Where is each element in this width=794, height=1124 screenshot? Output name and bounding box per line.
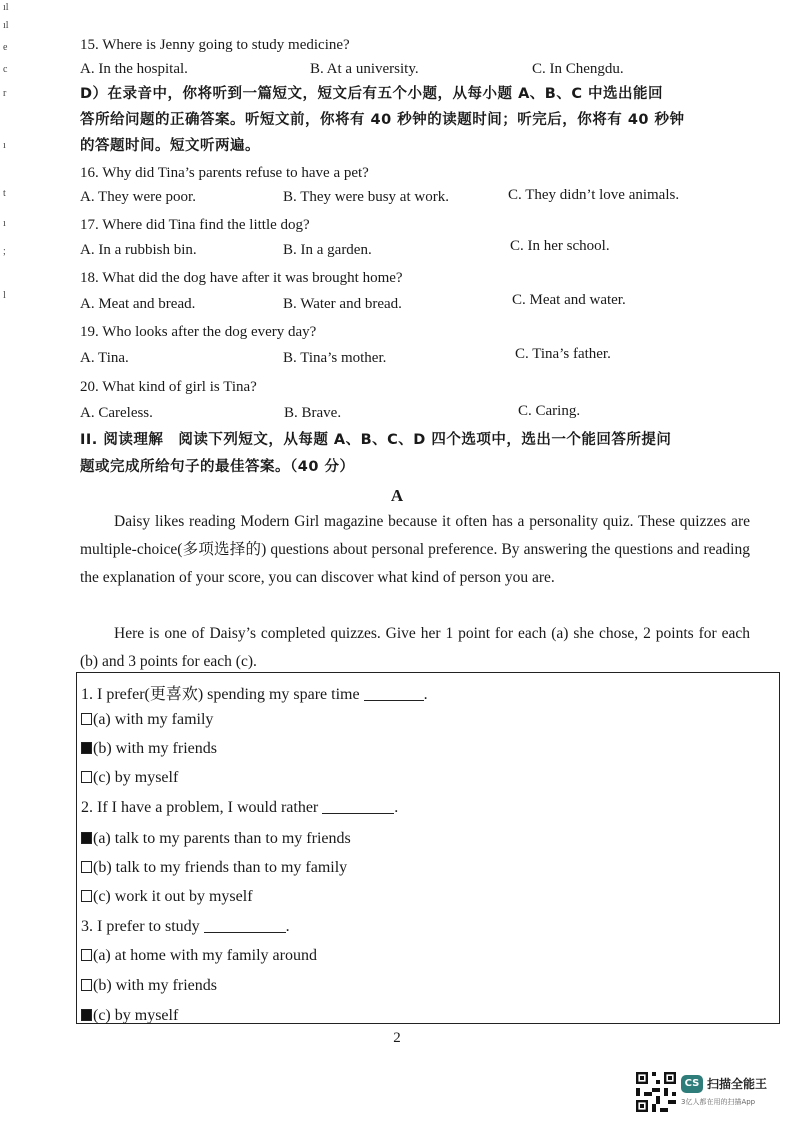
quiz-option-label: (a) at home with my family around [93, 947, 317, 964]
option-a: A. In the hospital. [80, 61, 188, 77]
option-a: A. Tina. [80, 350, 129, 366]
quiz-question-1: 1. I prefer(更喜欢) spending my spare time . [81, 686, 428, 703]
section-d-line3: 的答题时间。短文听两遍。 [80, 138, 260, 154]
option-a: A. Meat and bread. [80, 296, 196, 312]
quiz-option-label: (b) with my friends [93, 977, 217, 994]
section-d-line1: D）在录音中，你将听到一篇短文，短文后有五个小题，从每小题 A、B、C 中选出能回 [80, 86, 664, 102]
checkbox-icon[interactable] [81, 979, 92, 991]
checkbox-icon[interactable] [81, 713, 92, 725]
question-16: 16. Why did Tina’s parents refuse to have a pet? [80, 165, 369, 181]
scanner-app-name: 扫描全能王 [707, 1077, 768, 1091]
option-a: A. They were poor. [80, 189, 196, 205]
section-2-line2: 题或完成所给句子的最佳答案。（40 分） [80, 459, 355, 475]
passage-paragraph-2: Here is one of Daisy’s completed quizzes. Give her 1 point for each (a) she chose, 2 points for each (b) and 3 points for each (c). [80, 625, 750, 670]
option-a: A. In a rubbish bin. [80, 242, 197, 258]
quiz-option-label: (b) with my friends [93, 740, 217, 757]
checkbox-icon[interactable] [81, 832, 92, 844]
section-2-line1: II. 阅读理解 阅读下列短文，从每题 A、B、C、D 四个选项中，选出一个能回答所提问 [80, 432, 672, 448]
quiz-option-label: (c) by myself [93, 769, 179, 786]
option-c: C. In Chengdu. [532, 61, 624, 77]
quiz-option [81, 859, 347, 877]
quiz-option [81, 947, 317, 965]
margin-mark: r [3, 88, 7, 99]
option-b: B. Tina’s mother. [283, 350, 387, 366]
option-c: C. In her school. [510, 238, 610, 254]
section-d-line2: 答所给问题的正确答案。听短文前，你将有 40 秒钟的读题时间；听完后，你将有 40 秒钟 [80, 112, 685, 128]
quiz-option [81, 977, 217, 995]
option-c: C. Meat and water. [512, 292, 626, 308]
checkbox-icon[interactable] [81, 1009, 92, 1021]
options-18 [80, 292, 780, 318]
margin-mark: t [3, 188, 6, 199]
quiz-question-2: 2. If I have a problem, I would rather . [81, 799, 399, 816]
passage-paragraph-1: Daisy likes reading Modern Girl magazine because it often has a personality quiz. These quizzes are multiple-choice(多项选择的) questions about personal preference. By answering the questions and reading the explanation of your score, you can discover what kind of person you are. [80, 513, 750, 586]
margin-mark: ıl [3, 2, 9, 13]
options-20 [80, 405, 780, 427]
option-b: B. At a university. [310, 61, 419, 77]
quiz-option [81, 769, 178, 787]
options-15 [80, 61, 780, 83]
answer-blank [322, 799, 394, 814]
quiz-option [81, 740, 217, 758]
quiz-option-label: (a) with my family [93, 711, 214, 728]
options-19 [80, 346, 780, 372]
option-c: C. Tina’s father. [515, 346, 611, 362]
checkbox-icon[interactable] [81, 742, 92, 754]
quiz-question-3: 3. I prefer to study . [81, 918, 290, 935]
quiz-option [81, 711, 213, 729]
quiz-option [81, 888, 253, 906]
options-16 [80, 189, 780, 211]
quiz-option-label: (b) talk to my friends than to my family [93, 859, 348, 876]
option-b: B. Water and bread. [283, 296, 402, 312]
quiz-question-text: 2. If I have a problem, I would rather [81, 799, 319, 816]
checkbox-icon[interactable] [81, 861, 92, 873]
answer-blank [204, 918, 286, 933]
option-b: B. They were busy at work. [283, 189, 449, 205]
question-20: 20. What kind of girl is Tina? [80, 379, 257, 395]
checkbox-icon[interactable] [81, 771, 92, 783]
margin-mark: ı [3, 140, 6, 151]
option-c: C. Caring. [518, 403, 581, 419]
scanner-tagline: 3亿人都在用的扫描App [681, 1098, 756, 1106]
margin-mark: e [3, 42, 8, 53]
answer-blank [364, 686, 424, 701]
quiz-option-label: (c) by myself [93, 1007, 179, 1024]
quiz-box [76, 672, 780, 1024]
checkbox-icon[interactable] [81, 890, 92, 902]
passage-heading: A [390, 486, 404, 505]
quiz-option [81, 830, 351, 848]
question-17: 17. Where did Tina find the little dog? [80, 217, 310, 233]
option-a: A. Careless. [80, 405, 153, 421]
qr-code-icon [636, 1072, 676, 1112]
margin-mark: ; [3, 246, 6, 257]
question-19: 19. Who looks after the dog every day? [80, 324, 317, 340]
camscanner-logo: CS [681, 1075, 703, 1093]
margin-mark: ıl [3, 20, 9, 31]
quiz-option-label: (c) work it out by myself [93, 888, 253, 905]
page-number: 2 [393, 1030, 401, 1046]
option-b: B. In a garden. [283, 242, 372, 258]
quiz-option [81, 1007, 178, 1025]
option-b: B. Brave. [284, 405, 342, 421]
quiz-question-text: 3. I prefer to study [81, 918, 200, 935]
margin-mark: c [3, 64, 8, 75]
question-15: 15. Where is Jenny going to study medicine? [80, 37, 350, 53]
question-18: 18. What did the dog have after it was brought home? [80, 270, 403, 286]
quiz-question-text: 1. I prefer(更喜欢) spending my spare time [81, 686, 360, 703]
quiz-option-label: (a) talk to my parents than to my friends [93, 830, 351, 847]
margin-mark: l [3, 290, 6, 301]
checkbox-icon[interactable] [81, 949, 92, 961]
options-17 [80, 238, 780, 264]
margin-mark: ı [3, 218, 6, 229]
option-c: C. They didn’t love animals. [508, 187, 680, 203]
